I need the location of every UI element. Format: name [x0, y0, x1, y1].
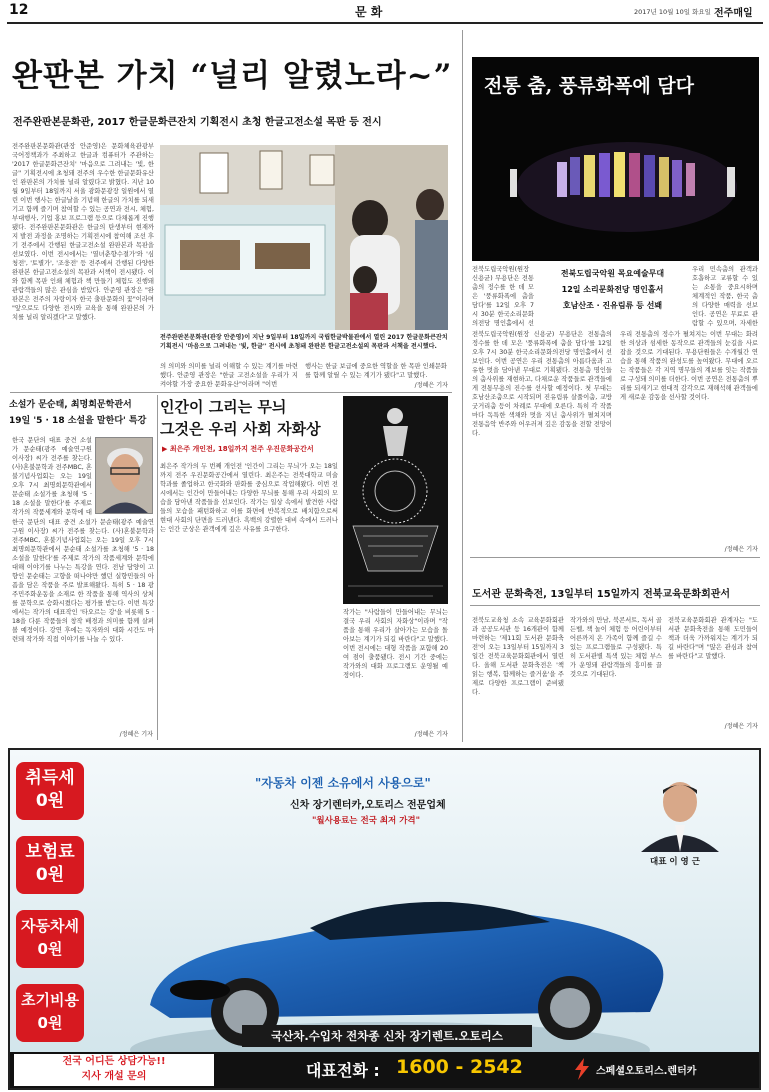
ad-badge-insurance: 보험료 0원 [16, 836, 84, 894]
article3-body: 한국 문단의 대표 중견 소설가 문순태(광주 예술연구원 이사장) 씨가 전주를 찾는다. (사)혼불문학과 전주MBC, 혼불기념사업회는 오는 19일 오후 7시 최명희문학관에서 문순태 소설가를 초청해 '5 · 18 소설을 말한다'를 주제로 작가의 작품세계와 문학에 대 [12, 437, 92, 516]
page-number: 12 [9, 2, 29, 18]
article4-byline: /정혜은 기자 [414, 731, 448, 738]
article2-photo-panel [472, 57, 759, 261]
ad-specialty: 신차 장기렌터카,오토리스 전문업체 [290, 800, 446, 811]
ad-company-name: 스페셜오토리스.렌터카 [596, 1066, 697, 1077]
article2-box-line1: 전북도립국악원 목요예술무대 [560, 269, 665, 278]
article1-headline: 완판본 가치 “널리 알렸노라~” [12, 58, 453, 94]
article2-body-col1: 전북도립국악원(원장 신용균) 무용단은 전통춤의 정수를 한 데 모은 '풍류화폭에 춤을 담다'를 12일 오후 7시 30분 한국소리문화의전당 명인홀에서 선보인다. 이번 공연은 우리 전통춤의 아름다움과 고유한 멋을 담아낸 무대로 기획됐다. 전통춤 명인들의 춤사위를 재현하고, 다채로운 작품들로 관객들에게 전통무용의 진수를 선사할 예정이다. 첫 무대는 호남산조춤으로 시작되며 진유림류 살풀이춤, 교방굿거리춤 등이 차례로 무대에 오른다. 특히 각 작품마다 독특한 색채와 멋을 지닌 춤사위가 펼쳐지며 전통음악 반주와 어우러져 깊은 감동을 전할 전망이다. [472, 331, 612, 437]
article4-headline-line2: 그것은 우리 사회 자화상 [160, 420, 321, 438]
article5-body-col3: 전북교육문화회관 관계자는 "도서관 문화축전을 통해 도민들이 책과 더욱 가까워지는 계기가 되길 바란다"며 "많은 관심과 참여를 바란다"고 말했다. [668, 617, 758, 660]
ad-branch-inquiry: 지사 개설 문의 [81, 1071, 147, 1082]
article2-box-line2: 12일 소리문화전당 명인홀서 [561, 285, 664, 294]
article3-headline: 19일 '5 · 18 소설을 말한다' 특강 [9, 416, 147, 426]
article1-body-col3: 행사는 한글 보급에 중요한 역할을 한 목판 인쇄문화를 함께 알릴 수 있는 계기가 됐다"고 말했다. [305, 363, 447, 379]
article2-byline: /정혜은 기자 [724, 546, 758, 553]
ad-banner-text: 국산차.수입차 전차종 신차 장기렌트.오토리스 [271, 1029, 503, 1043]
article1-body: 전주완판본문화관(관장 안준영)은 문화체육관광부 국어정책과가 주최하고 한글과 컴퓨터가 주관하는 '2017 한글문화큰잔치' '마음으로 그려내는 '빛, 한글'' 기획전시에 초청돼 전주의 우수한 한글문화유산인 완판본의 가치를 널리 알렸다고 밝혔다. 지난 10월 9일부터 18일까지 서울 광화문광장 일원에서 열린 이번 행사는 한글날을 기념해 한글의 가치를 되새기고 함께 즐기며 참여할 수 있는 공연과 전시, 체험, 부대행사, 기업 홍보 프로그램 등으로 다채롭게 진행됐다. 전주완판본문화관은 한글의 탄생부터 현재까지 발전 과정을 조명하는 기획전시에 참여해 조선 후기 전주에서 간행된 한글고전소설 완판본과 목판을 선보였다. 이번 전시에서는 '열녀춘향수절가'와 '심청전', '토별가', '조웅전' 등 전주에서 간행된 다양한 완판본 한글고전소설의 목판과 서책이 전시됐다. 이와 함께 목판 인쇄 체험과 책 만들기 체험도 진행돼 관람객들의 많은 관심을 받았다. 안준영 관장은 "완판본은 전주의 자랑이자 한국 출판문화의 꽃"이라며 "앞으로도 다양한 전시와 교육을 통해 완판본의 가치를 널리 알리겠다"고 말했다. [12, 143, 154, 321]
article5-headline-rule [470, 605, 760, 606]
novelist-portrait [95, 437, 153, 514]
article2-headline: 전통 춤, 풍류화폭에 담다 [484, 75, 694, 97]
article1-byline: /정혜은 기자 [414, 382, 448, 389]
issue-date: 2017년 10월 10일 화요일 [634, 8, 711, 16]
ceo-photo [635, 780, 725, 852]
article1-subhead: 전주완판본문화관, 2017 한글문화큰잔치 기획전시 초청 한글고전소설 목판 등 전시 [13, 117, 382, 128]
article4-body-col2: 작가는 "사람들이 만들어내는 무늬는 결국 우리 사회의 자화상"이라며 "작품을 통해 우리가 살아가는 모습을 돌아보는 계기가 되길 바란다"고 말했다. 이번 전시에는 대형 작품을 포함해 20여 점이 출품됐다. 전시 기간 중에는 작가와의 대화 프로그램도 운영될 예정이다. [343, 609, 448, 679]
article1-body-col2: 의 의미와 의미를 널리 이해할 수 있는 계기를 마련했다. 안준영 관장은 "한글 고전소설을 우리가 지켜야할 가장 중요한 문화유산"이라며 "이번 [160, 363, 298, 388]
ad-branch-inquiry-box [14, 1054, 214, 1086]
ad-price-claim: "월사용료는 전국 최저 가격" [312, 816, 421, 826]
ad-company-logo-icon [572, 1058, 592, 1080]
article2-divider [470, 557, 760, 558]
article2-info-box [540, 266, 685, 322]
ad-badge-car-tax: 자동차세 0원 [16, 910, 84, 968]
ad-phone-number: 1600 - 2542 [396, 1056, 523, 1078]
ad-phone-label: 대표전화 : [306, 1061, 380, 1080]
article2-body-col2: 우리 전통춤의 정수가 펼쳐지는 이번 무대는 화려한 의상과 섬세한 동작으로 관객들의 눈길을 사로잡을 것으로 기대된다. 무용단원들은 수개월간 연습을 통해 작품의 완성도를 높여왔다. 무대에 오르는 작품들은 각 지역 명무들의 계보를 잇는 작품들로 구성돼 의미를 더한다. 이번 공연은 전통춤의 뿌리를 되새기고 현대적 감각으로 재해석해 관객들에게 새로운 감동을 선사할 것이다. [620, 331, 758, 401]
ad-ceo-label: 대표 이 영 근 [650, 857, 700, 867]
article2-box-line3: 호남산조 · 진유림류 등 선봬 [562, 301, 663, 310]
article3-byline: /정혜은 기자 [119, 731, 153, 738]
article5-byline: /정혜은 기자 [724, 723, 758, 730]
ad-slogan: "자동차 이젠 소유에서 사용으로" [255, 776, 431, 790]
ad-banner [242, 1025, 532, 1047]
article1-divider [10, 392, 452, 393]
section-label: 문 화 [355, 5, 383, 19]
exhibition-photo [160, 145, 448, 330]
article4-body-col1: 최은주 작가의 두 번째 개인전 '인간이 그리는 무늬'가 오는 18일까지 전주 우진문화공간에서 열린다. 최은주는 전북대학교 미술학과를 졸업하고 한국화와 판화를 중심으로 작업해왔다. 이번 전시에서는 인간이 만들어내는 다양한 무늬를 통해 우리 사회의 모습을 담아낸 작품들을 선보인다. 작가는 일상 속에서 발견한 사람들의 모습을 패턴화하고 이를 화면에 반복적으로 배치함으로써 현대 사회의 단면을 드러낸다. 흑백의 강렬한 대비 속에서 드러나는 인간 군상은 관객에게 깊은 사유를 요구한다. [160, 463, 338, 533]
article4-headline-line1: 인간이 그리는 무늬 [160, 398, 287, 416]
ad-badge-acquisition-tax: 취득세 0원 [16, 762, 84, 820]
article3-body-continued: 한국 문단의 대표 중견 소설가 문순태(광주 예술연구원 이사장) 씨가 전주를 찾는다. (사)혼불문학과 전주MBC, 혼불기념사업회는 오는 19일 오후 7시 최명희문학관에서 문순태 소설가를 초청해 '5 · 18 소설을 말한다'를 주제로 작가의 작품세계와 문학에 대해 이야기를 나누는 특강을 연다. 전남 담양이 고향인 문순태는 고향을 떠나야만 했던 실향민들의 아픔을 담은 작품을 주로 발표해왔다. 특히 5 · 18 광주민주화운동을 소재로 한 작품을 통해 역사의 상처를 문학으로 승화시켰다는 평가를 받는다. 이번 특강에서는 작가의 대표작인 '타오르는 강'을 비롯해 5 · 18을 다룬 작품들의 창작 배경과 의미를 함께 살펴볼 예정이다. 강연 후에는 독자와의 대화 시간도 마련돼 작가와 직접 이야기를 나눌 수 있다. [12, 519, 154, 643]
article5-body-col2: 작가와의 만남, 북콘서트, 독서 골든벨, 책 놀이 체험 등 어린이부터 어른까지 온 가족이 함께 즐길 수 있는 프로그램들로 구성됐다. 특히 도서관별 특색 있는 체험 부스가 운영돼 관람객들의 흥미를 끌 것으로 기대된다. [570, 617, 662, 678]
article1-photo-caption: 전주완판본문화관(관장 안준영)이 지난 9일부터 18일까지 국립한글박물관에서 열린 2017 한글문화큰잔치 기획전시 '마음으로 그려내는 '빛, 한글'' 전시에 초청돼 완판본 한글고전소설의 목판과 서책을 전시했다. [160, 334, 448, 350]
header-rule [7, 22, 763, 24]
artwork-photo [343, 396, 448, 604]
ad-badge-initial-cost: 초기비용 0원 [16, 984, 84, 1042]
article5-headline: 도서관 문화축전, 13일부터 15일까지 전북교육문화회관서 [472, 589, 731, 600]
article4-subhead: ▶ 최은주 개인전, 18일까지 전주 우진문화공간서 [162, 445, 314, 453]
article2-body-right-top: 우리 민속춤의 관객과 호흡하고 교류할 수 있는 소통을 중요시하며 체계적인 작품, 한국 춤의 다양한 매력을 선보인다. 공연은 무료로 관람할 수 있으며, 자세한 [692, 266, 758, 327]
paper-name: 전주매일 [714, 8, 753, 19]
article3-vertical-divider [157, 395, 158, 740]
center-divider [462, 30, 463, 742]
car-rental-ad [8, 748, 761, 1090]
article3-kicker: 소설가 문순태, 최명희문학관서 [9, 400, 132, 410]
article2-body-intro: 전북도립국악원(원장 신용균) 무용단은 전통춤의 정수를 한 데 모은 '풍류화폭에 춤을 담다'를 12일 오후 7시 30분 한국소리문화의전당 명인홀에서 선 [472, 266, 534, 327]
article5-body-col1: 전북도교육청 소속 교육문화회관과 공공도서관 등 16개관이 함께 마련하는 '제11회 도서관 문화축전'이 오는 13일부터 15일까지 3일간 전북교육문화회관에서 열린다. 올해 도서관 문화축전은 '책 읽는 행복, 함께하는 즐거움'을 주제로 다양한 프로그램이 준비됐다. [472, 617, 564, 696]
ad-nationwide-consult: 전국 어디든 상담가능!! [62, 1056, 166, 1067]
